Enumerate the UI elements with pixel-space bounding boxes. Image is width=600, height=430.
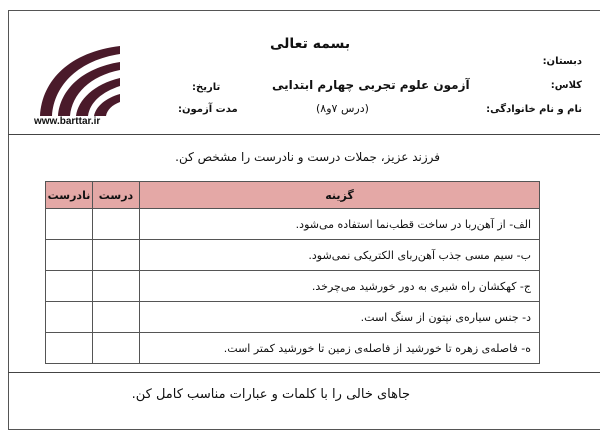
- false-answer-cell[interactable]: [46, 240, 93, 271]
- false-answer-cell[interactable]: [46, 271, 93, 302]
- true-answer-cell[interactable]: [93, 240, 140, 271]
- class-label: کلاس:: [550, 80, 582, 91]
- true-answer-cell[interactable]: [93, 302, 140, 333]
- date-label: تاریخ:: [192, 82, 221, 93]
- statement-cell: الف- از آهن‌ربا در ساخت قطب‌نما استفاده می‌شود.: [140, 209, 540, 240]
- duration-label: مدت آزمون:: [178, 104, 238, 115]
- school-label: دبستان:: [542, 56, 582, 67]
- col-false-header: نادرست: [46, 182, 93, 209]
- table-row: [46, 302, 540, 333]
- barttar-logo-icon: [30, 44, 122, 116]
- basmala: بسمه تعالی: [270, 36, 351, 52]
- section-divider: [8, 372, 600, 373]
- col-option-header: گزینه: [140, 182, 540, 209]
- statement-cell: ه- فاصله‌ی زهره تا خورشید از فاصله‌ی زمین تا خورشید کمتر است.: [140, 333, 540, 364]
- true-answer-cell[interactable]: [93, 271, 140, 302]
- false-answer-cell[interactable]: [46, 333, 93, 364]
- name-label: نام و نام خانوادگی:: [486, 104, 582, 115]
- logo-url: www.barttar.ir: [34, 116, 101, 127]
- instruction-text: فرزند عزیز، جملات درست و نادرست را مشخص کن.: [175, 150, 440, 164]
- statement-cell: ب- سیم مسی جذب آهن‌ربای الکتریکی نمی‌شود.: [140, 240, 540, 271]
- header-divider: [8, 134, 600, 135]
- fill-blanks-instruction: جاهای خالی را با کلمات و عبارات مناسب کامل کن.: [131, 387, 410, 402]
- lessons-subtitle: (درس ۷و۸): [316, 102, 369, 115]
- table-header-row: [46, 182, 540, 209]
- statement-cell: ج- کهکشان راه شیری به دور خورشید می‌چرخد.: [140, 271, 540, 302]
- true-answer-cell[interactable]: [93, 333, 140, 364]
- statement-cell: د- جنس سیاره‌ی نپتون از سنگ است.: [140, 302, 540, 333]
- true-answer-cell[interactable]: [93, 209, 140, 240]
- false-answer-cell[interactable]: [46, 302, 93, 333]
- true-false-table: [45, 181, 540, 364]
- table-row: [46, 333, 540, 364]
- table-row: [46, 209, 540, 240]
- table-row: [46, 240, 540, 271]
- col-true-header: درست: [93, 182, 140, 209]
- table-row: [46, 271, 540, 302]
- exam-title: آزمون علوم تجربی چهارم ابتدایی: [272, 78, 470, 92]
- false-answer-cell[interactable]: [46, 209, 93, 240]
